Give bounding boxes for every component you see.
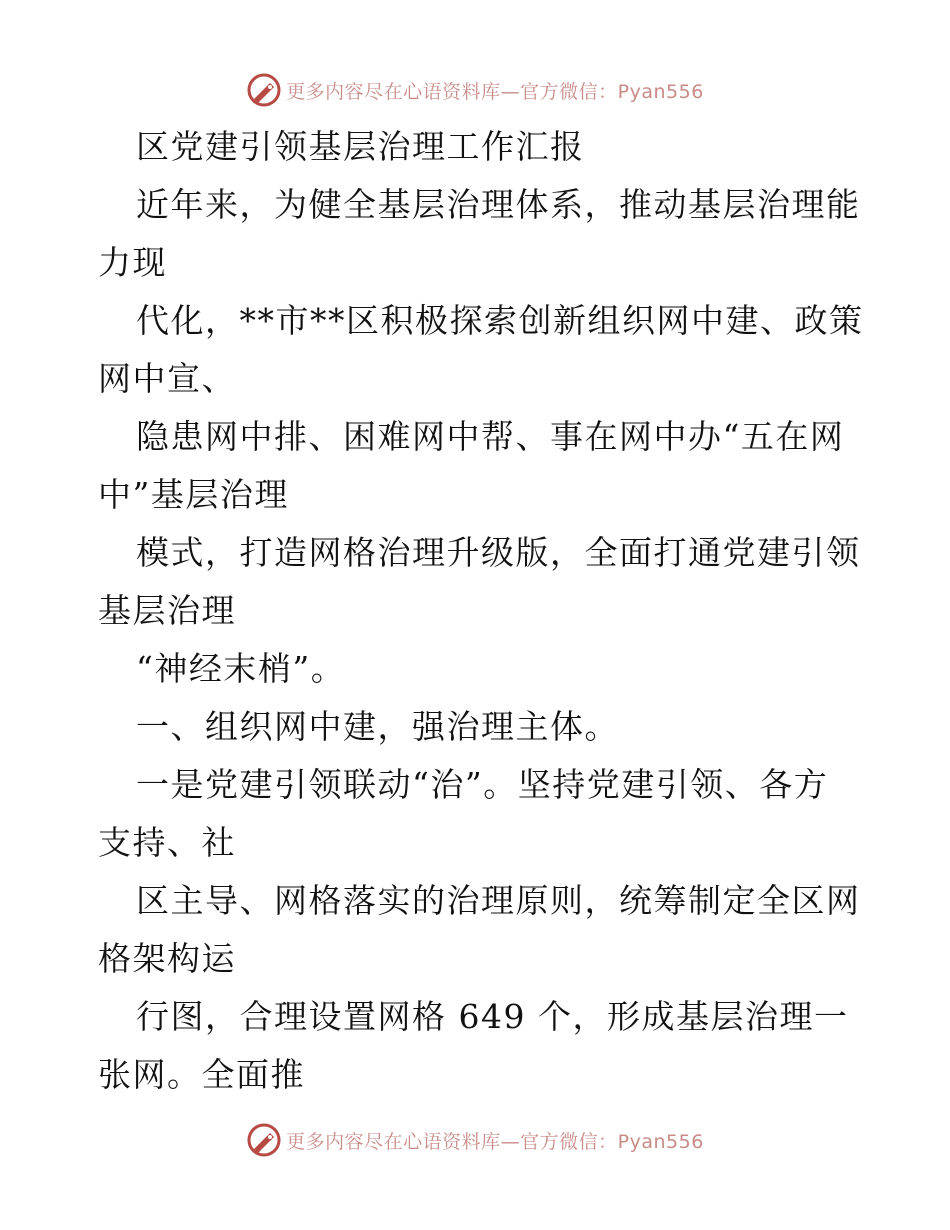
text-line: 网中宣、 [98,359,236,398]
document-body [98,118,864,1104]
text-line: 一是党建引领联动“治”。坚持党建引领、各方 [136,765,829,804]
text-line: 力现 [98,243,167,282]
text-line: 格架构运 [98,939,236,978]
text-line: 隐患网中排、困难网中帮、事在网中办“五在网 [136,417,845,456]
text-line: 近年来，为健全基层治理体系，推动基层治理能 [136,185,861,224]
text-line: 中”基层治理 [98,475,289,514]
text-line: 代化，**市**区积极探索创新组织网中建、政策 [136,301,864,340]
pen-nib-logo-icon [246,72,282,108]
text-line: 张网。全面推 [98,1055,305,1094]
watermark-text: 更多内容尽在心语资料库—官方微信：Pyan556 [286,1130,704,1153]
watermark-footer [0,1120,950,1160]
text-line: 行图，合理设置网格 649 个，形成基层治理一 [136,997,849,1036]
section-heading: 一、组织网中建，强治理主体。 [136,707,619,746]
text-line: 支持、社 [98,823,236,862]
text-line: 区主导、网格落实的治理原则，统筹制定全区网 [136,881,861,920]
text-line: 区党建引领基层治理工作汇报 [136,127,585,166]
pen-nib-logo-icon [246,1122,282,1158]
watermark-header [0,70,950,110]
text-line: 模式，打造网格治理升级版，全面打通党建引领 [136,533,861,572]
text-line: “神经末梢”。 [136,649,346,688]
text-line: 基层治理 [98,591,236,630]
watermark-text: 更多内容尽在心语资料库—官方微信：Pyan556 [286,80,704,103]
